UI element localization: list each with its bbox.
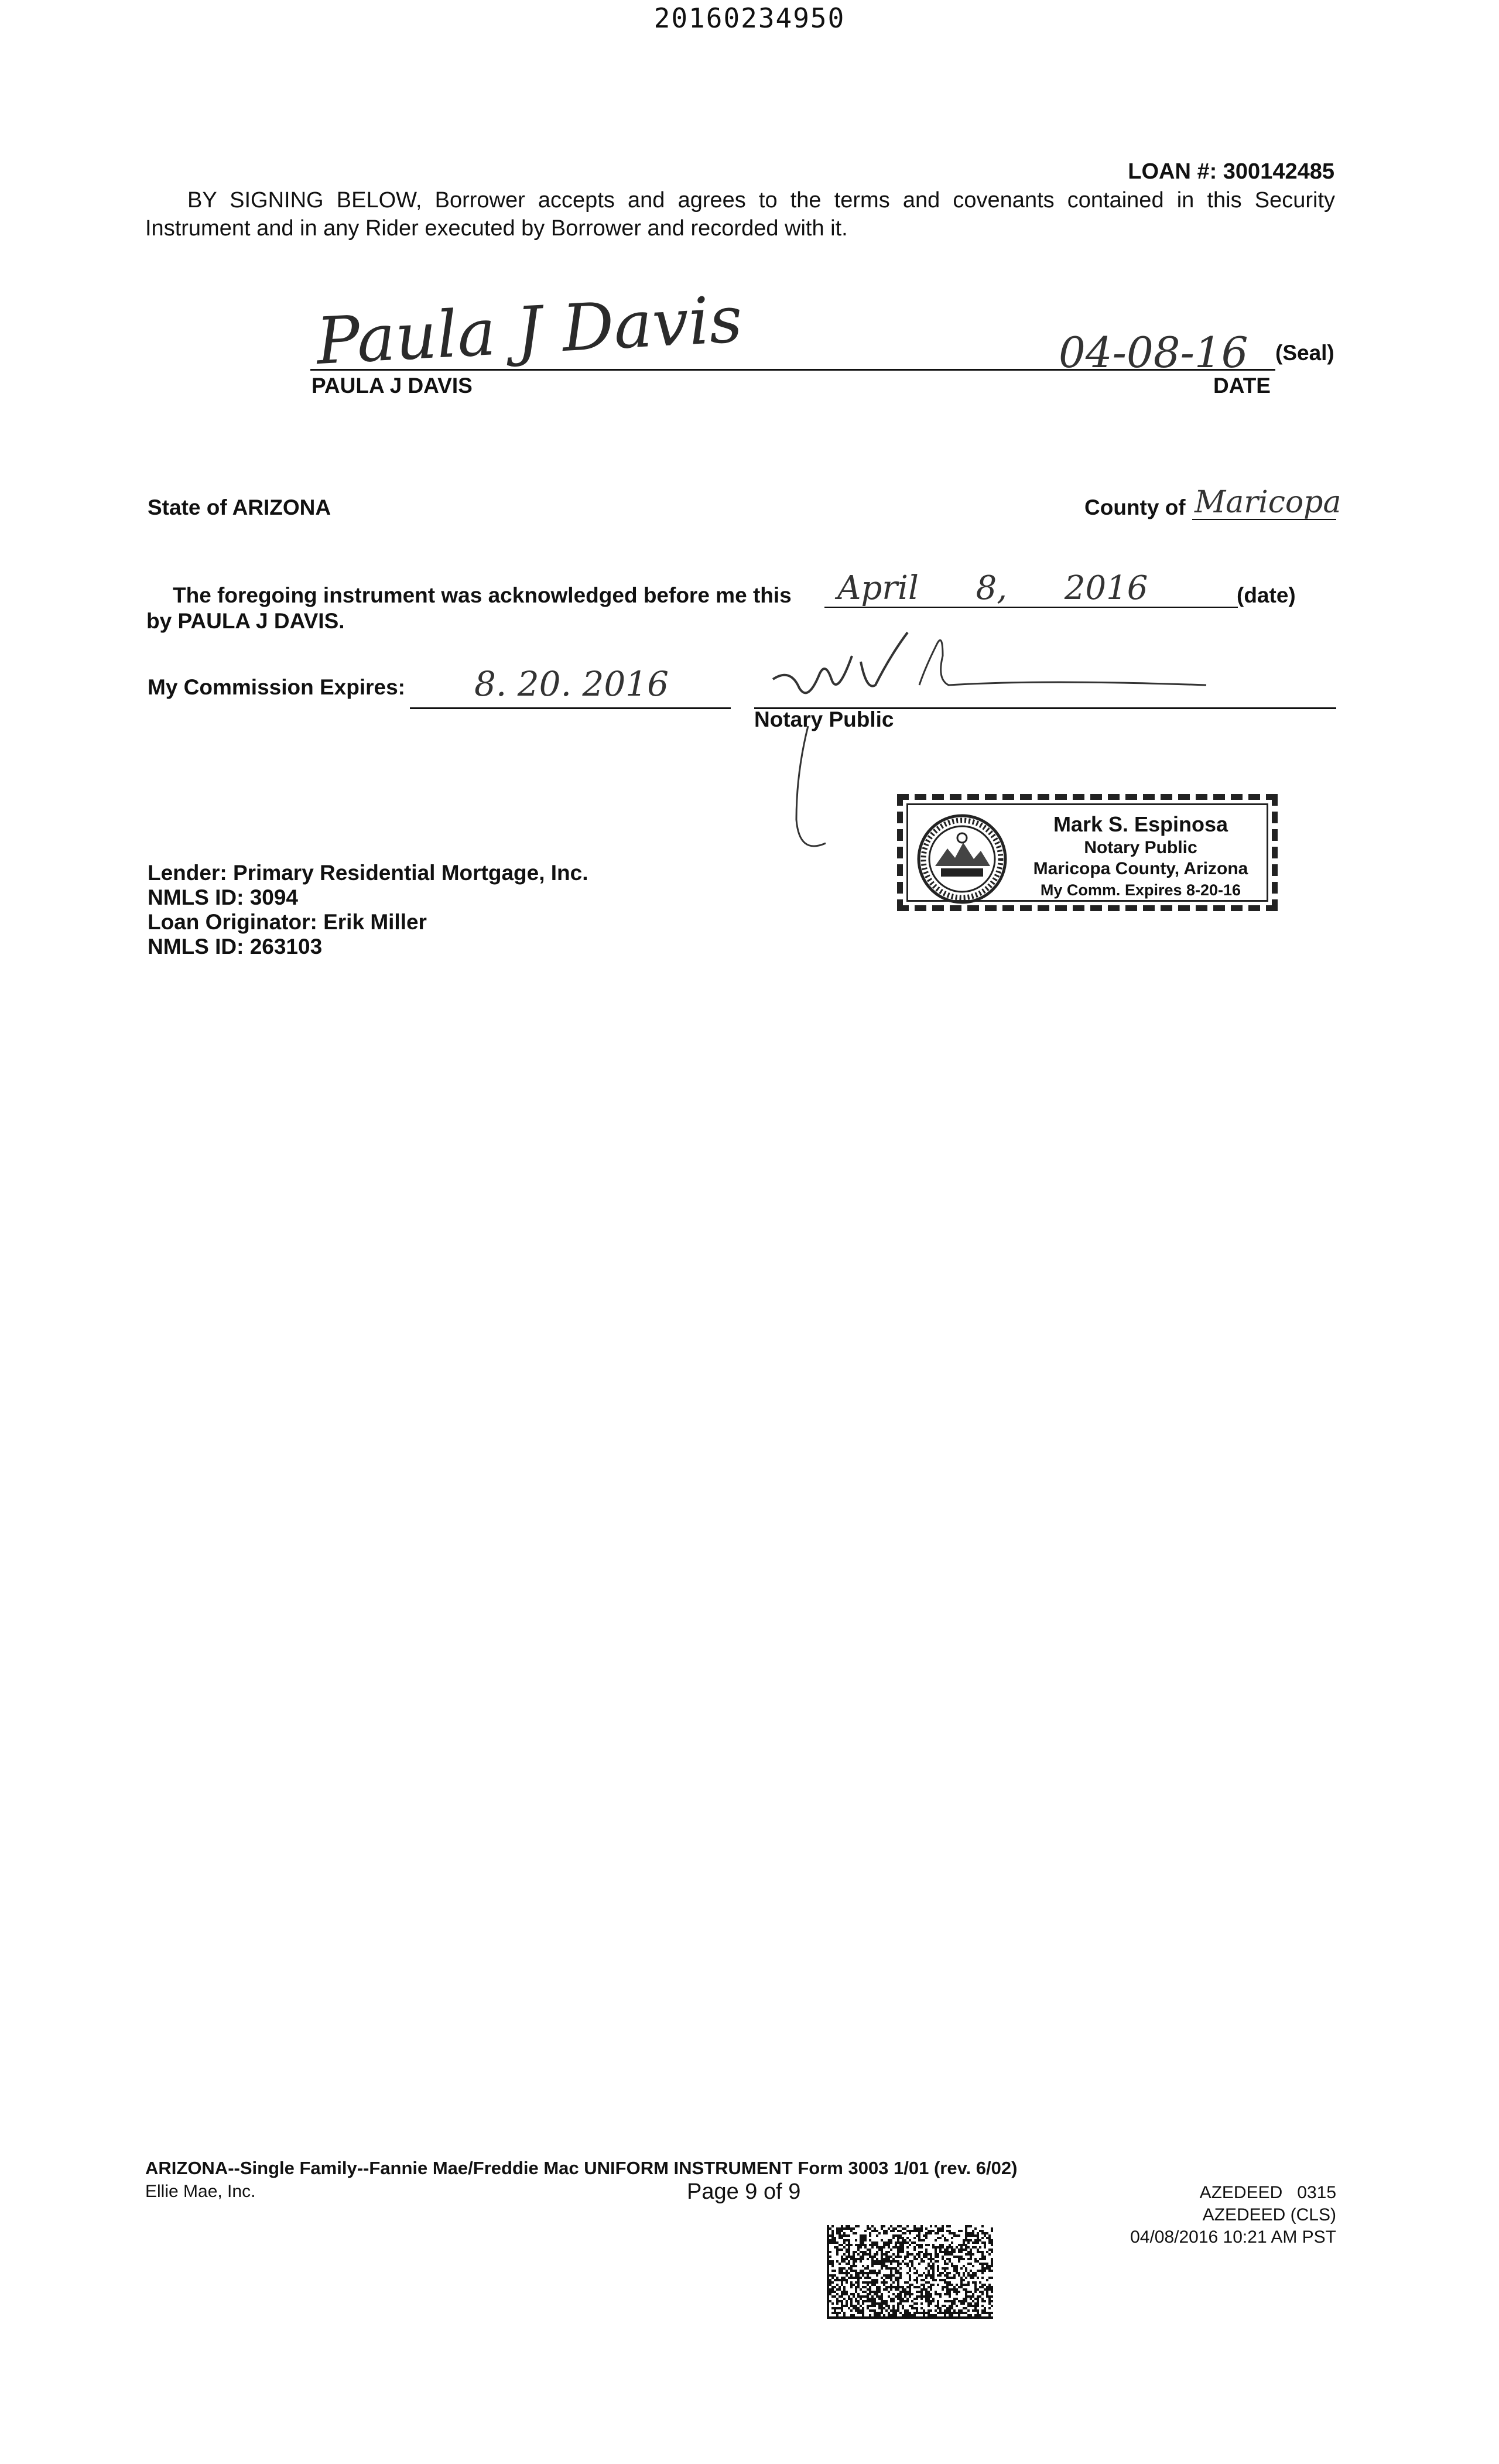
notary-stamp bbox=[897, 794, 1278, 911]
acknowledgment-date-handwritten: April 8, 2016 bbox=[837, 569, 1148, 607]
acknowledgment-date-label: (date) bbox=[1237, 583, 1296, 607]
commission-handwritten: 8. 20. 2016 bbox=[474, 664, 669, 704]
footer-codes bbox=[1130, 2182, 1336, 2249]
acknowledgment-text: The foregoing instrument was acknowledged before me this bbox=[173, 583, 792, 607]
footer-timestamp: 04/08/2016 10:21 AM PST bbox=[1130, 2227, 1336, 2247]
stamp-name: Mark S. Espinosa bbox=[1053, 812, 1228, 836]
stamp-county: Maricopa County, Arizona bbox=[1033, 859, 1248, 878]
loan-number: LOAN #: 300142485 bbox=[1128, 159, 1334, 184]
seal-label: (Seal) bbox=[1275, 341, 1334, 365]
county-handwritten: Maricopa bbox=[1195, 485, 1341, 520]
borrower-name: PAULA J DAVIS bbox=[312, 374, 473, 398]
arizona-seal-icon bbox=[915, 812, 1009, 906]
county-line bbox=[1192, 519, 1336, 520]
commission-line bbox=[410, 707, 731, 709]
page-number: Page 9 of 9 bbox=[687, 2179, 801, 2204]
state-label: State of ARIZONA bbox=[148, 495, 331, 519]
commission-label: My Commission Expires: bbox=[148, 675, 406, 699]
stamp-title: Notary Public bbox=[1084, 838, 1197, 857]
date-label: DATE bbox=[1213, 374, 1271, 398]
intro-paragraph bbox=[145, 186, 1335, 242]
intro-text: BY SIGNING BELOW, Borrower accepts and agrees to the terms and covenants contained in this Security Instrument and in any Rider executed by Borrower and recorded with it. bbox=[145, 188, 1335, 241]
acknowledgment-date-line bbox=[824, 607, 1238, 608]
loan-originator: Loan Originator: Erik Miller bbox=[148, 910, 427, 934]
borrower-signature: Paula J Davis bbox=[314, 282, 744, 379]
notary-label: Notary Public bbox=[754, 707, 894, 731]
acknowledgment-by: by PAULA J DAVIS. bbox=[146, 609, 345, 633]
barcode-icon bbox=[827, 2225, 993, 2319]
footer-code-1: AZEDEED 0315 bbox=[1199, 2183, 1336, 2202]
borrower-date-handwritten: 04-08-16 bbox=[1059, 328, 1248, 377]
document-number: 20160234950 bbox=[653, 2, 846, 34]
originator-nmls: NMLS ID: 263103 bbox=[148, 935, 323, 959]
signature-line bbox=[310, 369, 1275, 371]
footer-code-2: AZEDEED (CLS) bbox=[1202, 2205, 1336, 2225]
lender-nmls: NMLS ID: 3094 bbox=[148, 885, 299, 909]
footer-form: ARIZONA--Single Family--Fannie Mae/Freddie Mac UNIFORM INSTRUMENT Form 3003 1/01 (rev. 6/02) bbox=[145, 2158, 1018, 2178]
county-label: County of bbox=[1084, 495, 1186, 519]
footer-company: Ellie Mae, Inc. bbox=[145, 2182, 256, 2201]
lender-name: Lender: Primary Residential Mortgage, Inc. bbox=[148, 861, 588, 885]
stamp-expires: My Comm. Expires 8-20-16 bbox=[1040, 881, 1241, 899]
